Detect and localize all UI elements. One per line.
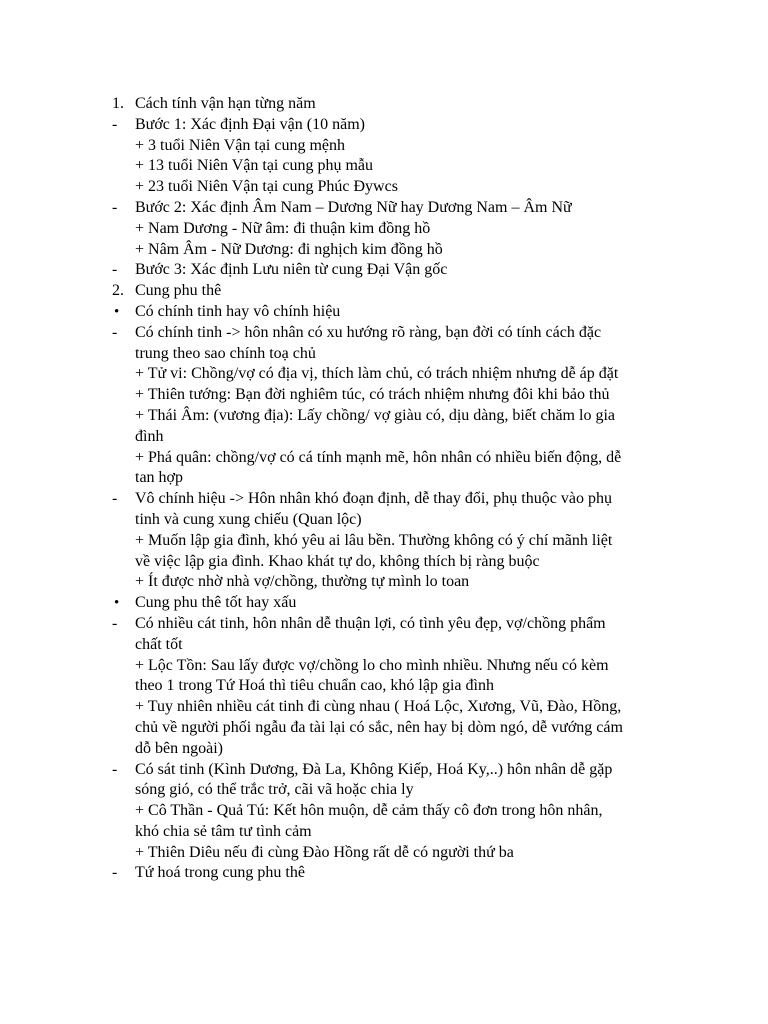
document-line bbox=[0, 635, 768, 656]
document-line bbox=[0, 676, 768, 697]
dash-marker: - bbox=[112, 490, 118, 508]
document-line bbox=[0, 697, 768, 718]
line-text: Cung phu thê tốt hay xấu bbox=[135, 594, 297, 612]
document-line bbox=[0, 94, 768, 115]
line-text: Bước 2: Xác định Âm Nam – Dương Nữ hay Dương Nam – Âm Nữ bbox=[135, 198, 572, 216]
line-text: Bước 1: Xác định Đại vận (10 năm) bbox=[135, 115, 365, 133]
bullet-marker: • bbox=[114, 595, 120, 612]
line-text: tan hợp bbox=[135, 469, 184, 487]
line-text: + Nâm Âm - Nữ Dương: đi nghịch kim đồng hồ bbox=[135, 240, 443, 258]
line-text: + Lộc Tồn: Sau lấy được vợ/chồng lo cho mình nhiều. Nhưng nếu có kèm bbox=[135, 656, 609, 674]
document-line bbox=[0, 614, 768, 635]
line-text: + Muốn lập gia đình, khó yêu ai lâu bền. Thường không có ý chí mãnh liệt bbox=[135, 531, 613, 549]
document-line bbox=[0, 302, 768, 323]
document-line bbox=[0, 863, 768, 884]
line-text: + Thiên tướng: Bạn đời nghiêm túc, có trách nhiệm nhưng đôi khi bảo thủ bbox=[135, 386, 610, 404]
line-text: Vô chính hiệu -> Hôn nhân khó đoạn định, dễ thay đổi, phụ thuộc vào phụ bbox=[135, 490, 612, 508]
line-text: + Nam Dương - Nữ âm: đi thuận kim đồng hồ bbox=[135, 219, 431, 237]
document-line bbox=[0, 219, 768, 240]
line-text: chất tốt bbox=[135, 635, 183, 653]
document-line bbox=[0, 780, 768, 801]
document-line bbox=[0, 156, 768, 177]
document-line bbox=[0, 843, 768, 864]
line-text: Có sát tinh (Kình Dương, Đà La, Không Kiếp, Hoá Ky,..) hôn nhân dễ gặp bbox=[135, 760, 613, 778]
dash-marker: - bbox=[112, 261, 118, 279]
line-text: Có chính tinh -> hôn nhân có xu hướng rõ ràng, bạn đời có tính cách đặc bbox=[135, 323, 602, 341]
document-line bbox=[0, 344, 768, 365]
line-text: + Cô Thần - Quả Tú: Kết hôn muộn, dễ cảm thấy cô đơn trong hôn nhân, bbox=[135, 802, 603, 820]
number-marker: 2. bbox=[112, 282, 124, 300]
line-text: Tứ hoá trong cung phu thê bbox=[135, 864, 305, 882]
document-line bbox=[0, 718, 768, 739]
document-line bbox=[0, 136, 768, 157]
document-line bbox=[0, 260, 768, 281]
document-line bbox=[0, 489, 768, 510]
line-text: + Phá quân: chồng/vợ có cá tính mạnh mẽ, hôn nhân có nhiều biến động, dễ bbox=[135, 448, 622, 466]
line-text: + Thái Âm: (vương địa): Lấy chồng/ vợ giàu có, dịu dàng, biết chăm lo gia bbox=[135, 406, 615, 424]
line-text: theo 1 trong Tứ Hoá thì tiêu chuẩn cao, khó lập gia đình bbox=[135, 677, 494, 695]
document-line bbox=[0, 510, 768, 531]
document-line bbox=[0, 448, 768, 469]
document-line bbox=[0, 656, 768, 677]
document-line bbox=[0, 281, 768, 302]
dash-marker: - bbox=[112, 614, 118, 632]
line-text: Cung phu thê bbox=[135, 282, 222, 300]
document-line bbox=[0, 593, 768, 614]
line-text: Có nhiều cát tinh, hôn nhân dễ thuận lợi, có tình yêu đẹp, vợ/chồng phẩm bbox=[135, 614, 606, 632]
document-line bbox=[0, 364, 768, 385]
dash-marker: - bbox=[112, 115, 118, 133]
bullet-marker: • bbox=[114, 303, 120, 320]
dash-marker: - bbox=[112, 760, 118, 778]
line-text: đình bbox=[135, 427, 164, 445]
document-line bbox=[0, 801, 768, 822]
document-line bbox=[0, 760, 768, 781]
document-line bbox=[0, 739, 768, 760]
document-page bbox=[0, 94, 768, 884]
document-line bbox=[0, 468, 768, 489]
line-text: + 13 tuổi Niên Vận tại cung phụ mẫu bbox=[135, 157, 374, 175]
document-line bbox=[0, 531, 768, 552]
line-text: + 3 tuổi Niên Vận tại cung mệnh bbox=[135, 136, 346, 154]
document-line bbox=[0, 198, 768, 219]
line-text: Cách tính vận hạn từng năm bbox=[135, 95, 316, 112]
document-line bbox=[0, 427, 768, 448]
document-line bbox=[0, 115, 768, 136]
dash-marker: - bbox=[112, 864, 118, 882]
document-line bbox=[0, 323, 768, 344]
document-line bbox=[0, 572, 768, 593]
line-text: dỗ bên ngoài) bbox=[135, 739, 223, 757]
dash-marker: - bbox=[112, 198, 118, 216]
document-line bbox=[0, 240, 768, 261]
document-line bbox=[0, 385, 768, 406]
line-text: sóng gió, có thể trắc trở, cãi vã hoặc chia ly bbox=[135, 781, 414, 799]
number-marker: 1. bbox=[112, 95, 124, 112]
document-line bbox=[0, 177, 768, 198]
line-text: + Thiên Diêu nếu đi cùng Đào Hồng rất dễ có người thứ ba bbox=[135, 843, 514, 861]
document-line bbox=[0, 552, 768, 573]
line-text: Bước 3: Xác định Lưu niên từ cung Đại Vận gốc bbox=[135, 261, 448, 279]
document-line bbox=[0, 406, 768, 427]
line-text: + 23 tuổi Niên Vận tại cung Phúc Đywcs bbox=[135, 178, 398, 196]
line-text: + Tuy nhiên nhiều cát tinh đi cùng nhau ( Hoá Lộc, Xương, Vũ, Đào, Hồng, bbox=[135, 698, 622, 716]
line-text: + Tử vi: Chồng/vợ có địa vị, thích làm chủ, có trách nhiệm nhưng dễ áp đặt bbox=[135, 365, 619, 383]
line-text: + Ít được nhờ nhà vợ/chồng, thường tự mình lo toan bbox=[135, 573, 470, 591]
line-text: chủ về người phối ngẫu đa tài lại có sắc, nên hay bị dòm ngó, dễ vướng cám bbox=[135, 718, 623, 736]
document-line bbox=[0, 822, 768, 843]
line-text: Có chính tinh hay vô chính hiệu bbox=[135, 302, 341, 320]
line-text: trung theo sao chính toạ chủ bbox=[135, 344, 316, 362]
line-text: về việc lập gia đình. Khao khát tự do, không thích bị ràng buộc bbox=[135, 552, 540, 570]
line-text: tinh và cung xung chiếu (Quan lộc) bbox=[135, 510, 362, 528]
dash-marker: - bbox=[112, 323, 118, 341]
line-text: khó chia sẻ tâm tư tình cảm bbox=[135, 822, 312, 840]
